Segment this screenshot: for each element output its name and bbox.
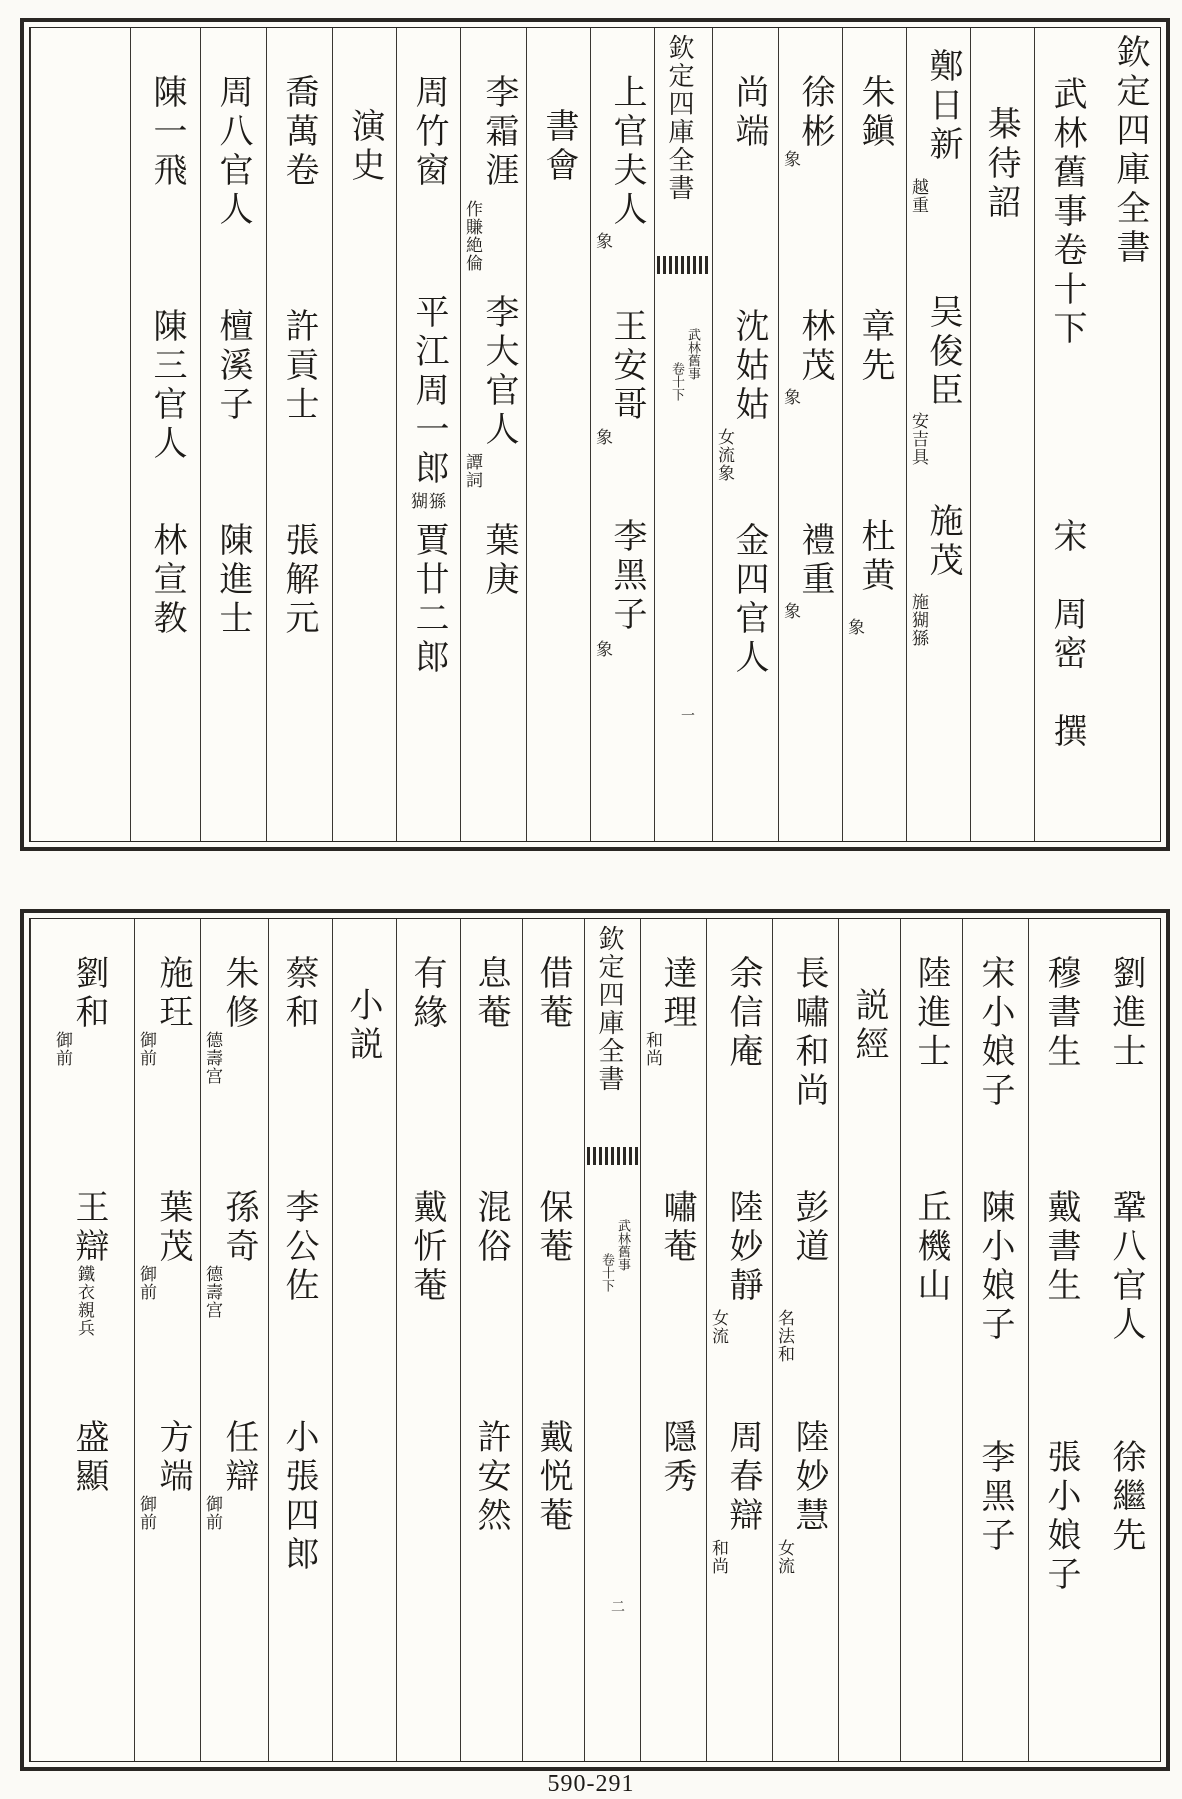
folio-number: 一: [679, 708, 695, 722]
entry-name: 許安然: [471, 1419, 511, 1536]
entry-name: 蔡和: [279, 955, 319, 1033]
chapter-title: 武林舊事卷十下: [1047, 76, 1087, 349]
entry-note: 御前: [136, 1265, 156, 1301]
name-column: [906, 28, 970, 841]
spine-column: [654, 28, 712, 841]
entry-name: 葉庚: [479, 522, 519, 600]
entry-name: 余信庵: [723, 955, 763, 1072]
entry-name: 嘯菴: [657, 1189, 697, 1267]
name-column: [778, 28, 842, 841]
name-column: [130, 28, 200, 841]
entry-name: 平江周一郎: [409, 294, 449, 489]
fishtail-mark: [587, 1147, 638, 1165]
entry-name: 賈廿二郎: [409, 522, 449, 678]
entry-note: 和尚: [708, 1539, 728, 1575]
entry-note: 作賺絶倫: [462, 200, 482, 272]
name-column: [200, 28, 266, 841]
entry-note: 安吉具: [908, 412, 928, 466]
entry-note: 象: [592, 232, 612, 250]
entry-note: 象: [780, 602, 800, 620]
name-column: [962, 919, 1028, 1761]
entry-name: 任辯: [219, 1419, 259, 1497]
spine-title: 武林舊事: [685, 328, 700, 380]
category-column: [526, 28, 590, 841]
entry-name: 陳進士: [213, 522, 253, 639]
entry-name: 隱秀: [657, 1419, 697, 1497]
spine-column: [584, 919, 640, 1761]
entry-name: 宋小娘子: [975, 955, 1015, 1111]
name-column: [640, 919, 706, 1761]
entry-name: 張解元: [279, 522, 319, 639]
name-column: [268, 919, 332, 1761]
entry-name: 朱鎭: [855, 74, 895, 152]
entry-note: 譚詞: [462, 453, 482, 489]
entry-name: 施茂: [923, 503, 963, 581]
entry-name: 李黑子: [607, 518, 647, 635]
page-panel-top: [20, 18, 1170, 851]
entry-name: 穆書生: [1041, 955, 1081, 1072]
entry-name: 林宣教: [147, 522, 187, 639]
category-heading: 演史: [345, 108, 385, 186]
entry-name: 金四官人: [729, 522, 769, 678]
entry-name: 陸妙慧: [789, 1419, 829, 1536]
entry-note: 猢猻: [411, 492, 447, 512]
entry-name: 張小娘子: [1041, 1439, 1081, 1595]
entry-name: 丘機山: [911, 1189, 951, 1306]
entry-name: 李霜涯: [479, 74, 519, 191]
entry-name: 李黑子: [975, 1439, 1015, 1556]
panel-frame: [29, 918, 1161, 1762]
entry-name: 鞏八官人: [1106, 1189, 1146, 1345]
entry-name: 許貢士: [279, 308, 319, 425]
entry-note: 女流: [774, 1539, 794, 1575]
entry-note: 名法和: [774, 1309, 794, 1363]
entry-name: 戴忻菴: [407, 1189, 447, 1306]
entry-name: 陸妙靜: [723, 1189, 763, 1306]
name-column: [522, 919, 584, 1761]
entry-name: 徐繼先: [1106, 1439, 1146, 1556]
page-number: 590-291: [547, 1771, 635, 1797]
entry-name: 周八官人: [213, 74, 253, 230]
name-column: [396, 919, 460, 1761]
entry-name: 戴書生: [1041, 1189, 1081, 1306]
entry-name: 上官夫人: [607, 74, 647, 230]
category-column: [332, 919, 396, 1761]
fishtail-mark: [657, 256, 710, 274]
entry-name: 尚端: [729, 74, 769, 152]
name-column: [590, 28, 654, 841]
name-column: [1028, 919, 1094, 1761]
entry-name: 借菴: [533, 955, 573, 1033]
name-column: [706, 919, 772, 1761]
book-header: 欽定四庫全書: [1110, 34, 1150, 268]
entry-name: 陸進士: [911, 955, 951, 1072]
entry-name: 達理: [657, 955, 697, 1033]
entry-note: 象: [780, 388, 800, 406]
entry-name: 周春辯: [723, 1419, 763, 1536]
entry-note: 德壽宫: [202, 1031, 222, 1085]
spine-book-name: 欽定四庫全書: [664, 34, 694, 202]
entry-name: 檀溪子: [213, 308, 253, 425]
entry-name: 劉進士: [1106, 955, 1146, 1072]
entry-name: 劉和: [69, 955, 109, 1033]
subtitle-column: [1034, 28, 1100, 841]
entry-note: 和尚: [642, 1031, 662, 1067]
entry-name: 保菴: [533, 1189, 573, 1267]
entry-note: 鐵衣親兵: [74, 1265, 94, 1337]
name-column: [30, 919, 134, 1761]
spine-volume: 卷十下: [669, 362, 684, 401]
category-heading: 書會: [539, 108, 579, 186]
name-column: [842, 28, 906, 841]
entry-name: 方端: [153, 1419, 193, 1497]
name-column: [460, 28, 526, 841]
spine-title: 武林舊事: [615, 1219, 630, 1271]
entry-name: 朱修: [219, 955, 259, 1033]
name-column: [266, 28, 332, 841]
entry-name: 長嘯和尚: [789, 955, 829, 1111]
entry-name: 沈姑姑: [729, 308, 769, 425]
entry-note: 御前: [136, 1031, 156, 1067]
entry-note: 象: [844, 618, 864, 636]
entry-name: 戴悦菴: [533, 1419, 573, 1536]
panel-frame: [29, 27, 1161, 842]
author-line: 宋 周密 撰: [1047, 518, 1087, 752]
entry-note: 御前: [202, 1495, 222, 1531]
page-panel-bottom: [20, 909, 1170, 1771]
entry-name: 小張四郎: [279, 1419, 319, 1575]
margin-column: [30, 28, 130, 841]
spine-book-name: 欽定四庫全書: [594, 925, 624, 1093]
entry-name: 王安哥: [607, 308, 647, 425]
entry-name: 施玨: [153, 955, 193, 1033]
category-heading: 説經: [849, 987, 889, 1065]
entry-name: 有緣: [407, 955, 447, 1033]
entry-name: 徐彬: [795, 74, 835, 152]
name-column: [460, 919, 522, 1761]
folio-number: 二: [609, 1599, 625, 1613]
entry-name: 陳小娘子: [975, 1189, 1015, 1345]
entry-name: 王辯: [69, 1189, 109, 1267]
entry-name: 林茂: [795, 308, 835, 386]
entry-name: 章先: [855, 308, 895, 386]
entry-name: 禮重: [795, 522, 835, 600]
entry-name: 孫奇: [219, 1189, 259, 1267]
header-column: [1100, 28, 1160, 841]
entry-name: 杜黄: [855, 518, 895, 596]
name-column: [200, 919, 268, 1761]
name-column: [396, 28, 460, 841]
entry-name: 喬萬卷: [279, 74, 319, 191]
name-column: [900, 919, 962, 1761]
entry-name: 李大官人: [479, 294, 519, 450]
name-column: [134, 919, 200, 1761]
entry-name: 陳三官人: [147, 308, 187, 464]
spine-volume: 卷十下: [599, 1253, 614, 1292]
entry-name: 混俗: [471, 1189, 511, 1267]
category-column: [838, 919, 900, 1761]
entry-note: 女流象: [714, 428, 734, 482]
category-heading: 小説: [343, 987, 383, 1065]
category-heading: 棊待詔: [981, 106, 1021, 223]
entry-name: 盛顯: [69, 1419, 109, 1497]
entry-note: 施猢猻: [908, 593, 928, 647]
name-column: [772, 919, 838, 1761]
entry-note: 象: [592, 428, 612, 446]
entry-note: 御前: [136, 1495, 156, 1531]
entry-note: 女流: [708, 1309, 728, 1345]
entry-name: 吴俊臣: [923, 294, 963, 411]
entry-note: 德壽宫: [202, 1265, 222, 1319]
entry-name: 葉茂: [153, 1189, 193, 1267]
entry-note: 御前: [52, 1031, 72, 1067]
entry-note: 象: [780, 150, 800, 168]
entry-name: 鄭日新: [923, 48, 963, 165]
entry-name: 息菴: [471, 955, 511, 1033]
category-column: [970, 28, 1034, 841]
entry-note: 象: [592, 640, 612, 658]
category-column: [332, 28, 396, 841]
entry-name: 彭道: [789, 1189, 829, 1267]
entry-note: 越重: [908, 178, 928, 214]
entry-name: 周竹窗: [409, 74, 449, 191]
entry-name: 陳一飛: [147, 74, 187, 191]
name-column: [1094, 919, 1160, 1761]
name-column: [712, 28, 778, 841]
entry-name: 李公佐: [279, 1189, 319, 1306]
